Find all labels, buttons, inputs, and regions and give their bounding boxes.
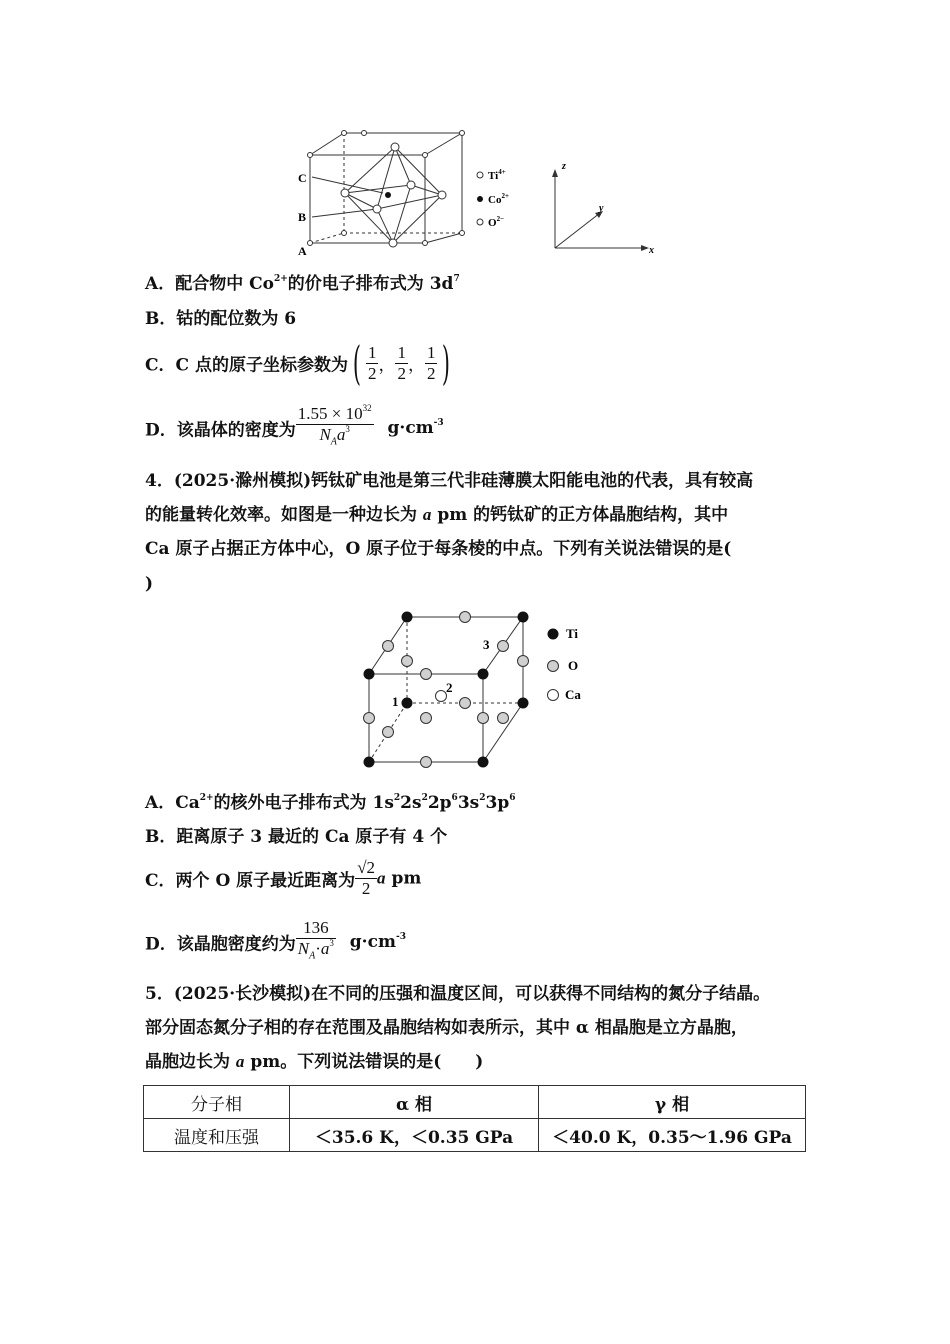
q4-line-2: 的能量转化效率。如图是一种边长为 a pm 的钙钛矿的正方体晶胞结构，其中 (145, 505, 729, 525)
phase-table (143, 1085, 806, 1152)
table-cell: ＜40.0 K，0.35～1.96 GPa (539, 1119, 806, 1152)
legend-o: $O^{2-}$ (488, 215, 505, 229)
q3-option-d: D．该晶体的密度为 $\frac{1.55 \times 10^{32}}{N_Aa^3}$ $g\cdot cm^{-3}$ (145, 404, 444, 452)
q3-crystal-figure (290, 125, 670, 265)
q4-option-c: C．两个 O 原子最近距离为 $\frac{√2}{2}$ a pm (145, 858, 422, 898)
label-a: A (298, 244, 307, 258)
marker-1: 1 (392, 694, 399, 709)
axis-z-label: z (562, 161, 566, 172)
table-row (144, 1119, 806, 1152)
q5-line-1: 5．(2025·长沙模拟)在不同的压强和温度区间，可以获得不同结构的氮分子结晶。 (145, 984, 771, 1004)
q3-option-b: B．钴的配位数为 6 (145, 309, 297, 329)
table-cell: ＜35.6 K，＜0.35 GPa (290, 1119, 539, 1152)
q4-line-3: Ca 原子占据正方体中心，O 原子位于每条棱的中点。下列有关说法错误的是( (145, 539, 732, 559)
table-header-cell: γ 相 (539, 1086, 806, 1119)
label-c: C (298, 171, 307, 185)
axis-y-label: y (599, 203, 604, 214)
table-header-row (144, 1086, 806, 1119)
marker-3: 3 (483, 637, 490, 652)
marker-2: 2 (446, 680, 453, 695)
legend-ti: Ti (566, 626, 579, 641)
label-b: B (298, 210, 307, 224)
legend-o: O (568, 658, 579, 673)
q4-option-b: B．距离原子 3 最近的 Ca 原子有 4 个 (145, 827, 448, 847)
legend-ti: $Ti^{4+}$ (488, 168, 506, 182)
q5-line-2: 部分固态氮分子相的存在范围及晶胞结构如表所示，其中 α 相晶胞是立方晶胞， (145, 1018, 748, 1038)
q4-line-4: ) (145, 574, 154, 594)
q4-perovskite-figure (355, 605, 595, 775)
q4-option-d: D．该晶胞密度约为 $\frac{136}{N_A\cdot a^3}$ $g\cdot cm^{-3}$ (145, 918, 406, 966)
q3-option-a: A．配合物中 $Co^{2+}$的价电子排布式为 $3d^7$ (145, 274, 460, 294)
q4-line-1: 4．(2025·滁州模拟)钙钛矿电池是第三代非硅薄膜太阳能电池的代表，具有较高 (145, 471, 754, 491)
table-header-cell: α 相 (290, 1086, 539, 1119)
table-cell: 温度和压强 (144, 1119, 290, 1152)
legend-ca: Ca (565, 687, 581, 702)
legend-co: $Co^{2+}$ (488, 192, 509, 206)
axis-x-label: x (649, 245, 654, 256)
q5-line-3: 晶胞边长为 a pm。下列说法错误的是( ) (145, 1052, 484, 1072)
q3-option-c: C．C 点的原子坐标参数为 ( $\frac{1}{2}$ ， $\frac{1}{2}$ ， $\frac{1}{2}$ ) (145, 336, 451, 390)
q4-option-a: A．$Ca^{2+}$的核外电子排布式为 $1s^22s^22p^63s^23p^6$ (145, 793, 516, 813)
table-header-cell: 分子相 (144, 1086, 290, 1119)
